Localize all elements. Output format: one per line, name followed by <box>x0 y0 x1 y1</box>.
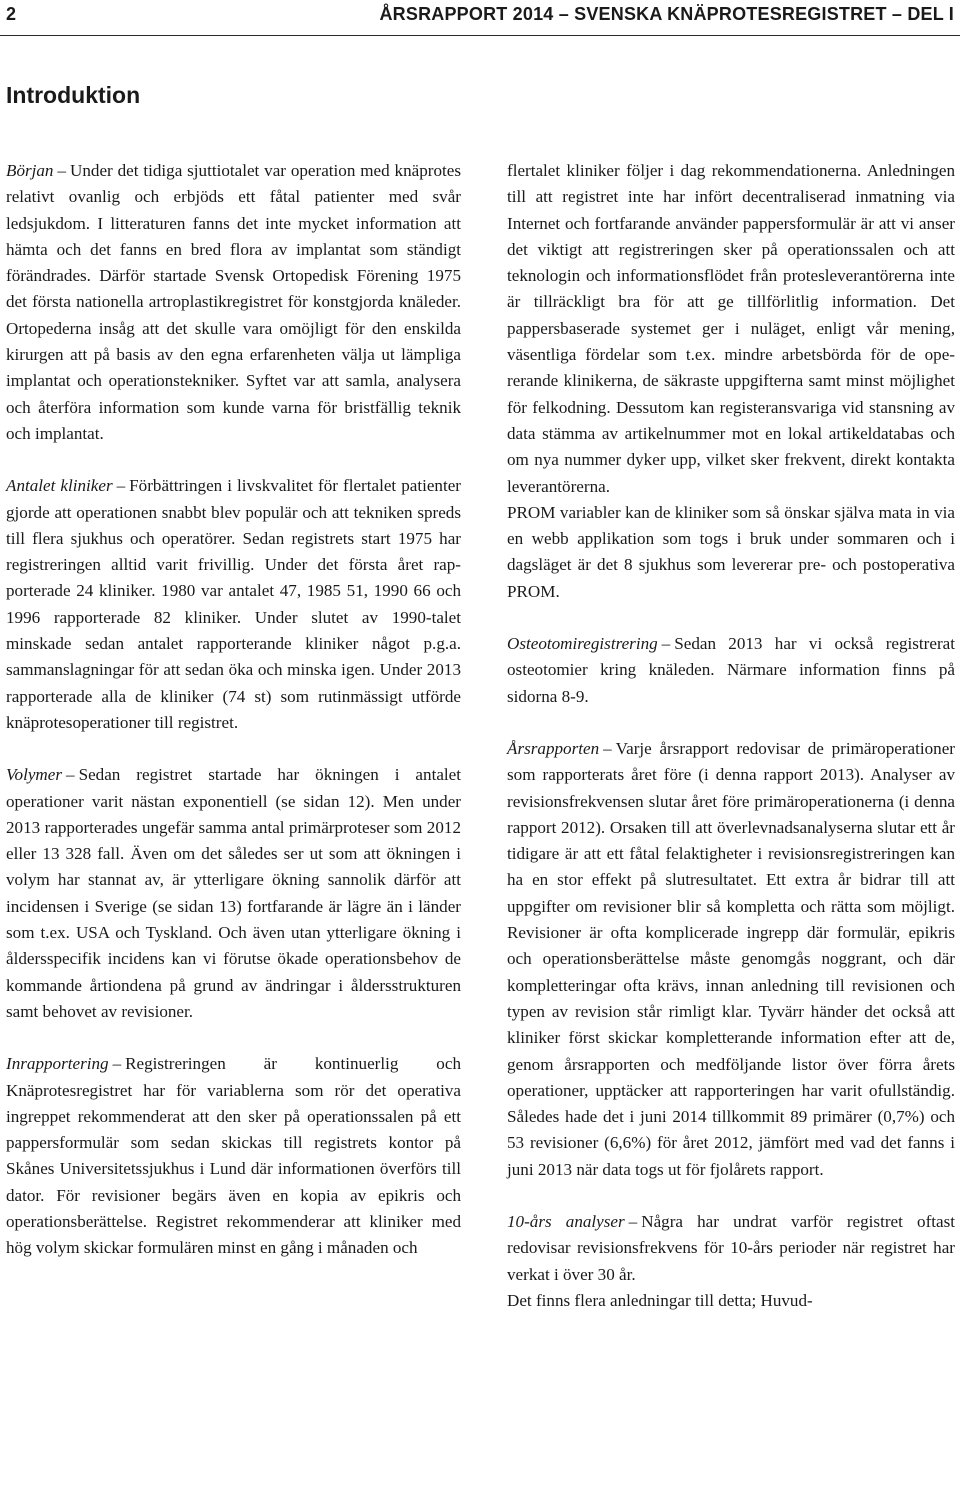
header-rule <box>0 35 960 36</box>
running-title: ÅRSRAPPORT 2014 – SVENSKA KNÄPROTESREGISTRET – DEL I <box>379 4 954 24</box>
paragraph-body: Sedan 2013 har vi också registrerat osteotomier kring knäleden. Närmare information finns på sidorna 8-9. <box>507 634 955 706</box>
paragraph-prom: PROM variabler kan de kliniker som så önskar själva mata in via en webb applikation som togs i bruk under sommaren och i dagsläget är det 8 sjukhus som levererar pre- och postoperativa PROM. <box>507 502 955 601</box>
paragraph-osteotomiregistrering: Osteotomiregistrering – Sedan 2013 har vi också registrerat osteotomier kring knäleden. Närmare information finns på sidorna 8-9. <box>507 634 955 706</box>
paragraph-lead: Volymer <box>6 765 63 785</box>
paragraph-body: Sedan registret startade har ökningen i antalet operationer varit nästan exponentiell (se sidan 12). Men under 2013 rapporterades ungefär samma antal primärproteser som 2012 eller 13 328 fall. Även om det således ser ut som att ökningen i volym har stannat av, är ytterligare ökning sannolik därför att incidensen i Sverige (se sidan 13) fortfarande är lägre än i länder som t.ex. USA och Tyskland. Och även utan ytterligare ökning i åldersspecifik incidens kan vi förutse ökade operationsbehov de kommande årtiondena på grund av ändringar i åldersstrukturen samt behovet av revisioner. <box>6 765 461 1021</box>
paragraph-inrapportering: Inrapportering – Registreringen är kontinuerlig och Knäprotesregistret har för variablerna som rör det operativa ingreppet rekommenderat att den sker på operationssalen på ett pappersformulär som sedan skickas till registrets kontor på Skånes Universitetssjukhus i Lund där informationen överförs till dator. För revisioner begärs även en kopia av epikris och operationsberättelse. Registret rekommenderar att kliniker med hög volym skickar formulären minst en gång i månaden och <box>6 1054 461 1258</box>
paragraph-lead: Inrapportering <box>6 1054 109 1074</box>
paragraph-lead: 10-års analyser <box>507 1211 625 1231</box>
paragraph-borjan: Början – Under det tidiga sjuttiotalet var operation med knäprotes relativt ovanlig och erbjöds ett fåtal patienter med svår ledsjukdom. I litteraturen fanns det inte mycket information att hämta och det fanns en bred flora av implantat som ständigt förändrades. Därför startade Svensk Ortopedisk Förening 1975 det första nationella artroplastikregistret för konstgjorda knäleder. Ortopederna insåg att det skulle vara omöjligt för den enskilda kirurgen att på basis av den egna erfarenheten välja ut lämpliga implantat och operationstekniker. Syftet var att samla, analysera och återföra information som kunde varna för bristfällig teknik och implantat. <box>6 161 461 443</box>
paragraph-body: Några har undrat varför registret oftast redovisar revisionsfrekvens för 10-års perioder när registret har verkat i över 30 år. <box>507 1211 955 1284</box>
paragraph-10-ars-analyser: 10-års analyser – Några har undrat varför registret oftast redovisar revisionsfrekvens för 10-års perioder när registret har verkat i över 30 år. <box>507 1211 955 1284</box>
paragraph-continuation: flertalet kliniker följer i dag rekommendationerna. Anledningen till att registret inte har infört decentraliserad inmatning via Internet och fortfarande använder pappersformulär är att vi anser det viktigt att registreringen sker på operationssalen och att teknologin och informationsflödet från protesleverantörerna inte är tillräckligt bra för att ge tillförlitlig information. Det pappersbaserade systemet ger i nuläget, enligt vår mening, väsentliga fördelar som t.ex. mindre arbetsbörda för de opererande klinikerna, de säkraste uppgifterna samt minst möjlighet för felkodning. Dessutom kan registeransvariga vid stansning av data stämma av artikelnummer mot en lokal artikeldatabas och om nya nummer dyker upp, vilket sker frekvent, direkt kontakta leverantörerna. <box>507 161 955 496</box>
left-column <box>6 158 461 1262</box>
right-column <box>507 158 955 1314</box>
paragraph-body: Varje årsrapport redovisar de primäroperationer som rapporterats året före (i denna rapport 2013). Analyser av revisionsfrekvensen slutar året före primäroperationerna (i denna rapport 2012). Orsaken till att överlevnadsanalyserna slutar ett år tidigare är att ett fåtal felaktigheter i revisionsregistreringen kan ha en stor effekt på slutresultatet. Ett extra år bidrar till att uppgifter om revisioner blir så kompletta och rätta som möjligt. Revisioner är ofta komplicerade ingrepp där formulär, epikris och operationsberättelse måste genomgås noggrant, och där kompletteringar ofta krävs, innan anledning till revisionen och typen av revision står rimligt klar. Tyvärr händer det också att kliniker först skickar kompletterande information efter att de, genom årsrapporten och medföljande listor över förra årets operationer, upptäcker att rapporteringen har varit ofullständig. Således hade det i juni 2014 tillkommit 89 primärer (0,7%) och 53 revisioner (6,6%) för året 2012, jämfört med vad det fanns i juni 2013 när data togs ut för fjolårets rapport. <box>507 738 955 1179</box>
page-number: 2 <box>6 4 17 24</box>
paragraph-arsrapporten: Årsrapporten – Varje årsrapport redovisar de primäroperationer som rapporterats året före (i denna rapport 2013). Analyser av revisionsfrekvensen slutar året före primäroperationerna (i denna rapport 2012). Orsaken till att överlevnadsanalyserna slutar ett år tidigare är att ett fåtal felaktigheter i revisionsregistreringen kan ha en stor effekt på slutresultatet. Ett extra år bidrar till att uppgifter om revisioner blir så kompletta och rätta som möjligt. Revisioner är ofta komplicerade ingrepp där formulär, epikris och operationsberättelse måste genomgås noggrant, och där kompletteringar ofta krävs, innan anledning till revisionen och typen av revision står rimligt klar. Tyvärr händer det också att kliniker först skickar kompletterande information efter att de, genom årsrapporten och medföljande listor över förra årets operationer, upptäcker att rapporteringen har varit ofullständig. Således hade det i juni 2014 tillkommit 89 primärer (0,7%) och 53 revisioner (6,6%) för året 2012, jämfört med vad det fanns i juni 2013 när data togs ut för fjolårets rapport. <box>507 738 955 1179</box>
paragraph-lead: Osteotomiregistrering <box>507 634 658 654</box>
paragraph-antalet-kliniker: Antalet kliniker – Förbättringen i livskvalitet för flertalet patienter gjorde att operationen snabbt blev populär och att tekniken spreds till flera sjukhus och operatörer. Sedan registrets start 1975 har registreringen alltid varit frivillig. Under det första året rapporterade 24 kliniker. 1980 var antalet 47, 1985 51, 1990 66 och 1996 rapporterade 82 kliniker. Under slutet av 1990-talet minskade sedan antalet rapporterande kliniker något p.g.a. sammanslagningar för att sedan öka och minska igen. Under 2013 rapporterade alla de kliniker (74 st) som rutinmässigt utförde knäprotesoperationer till registret. <box>6 476 461 732</box>
section-title: Introduktion <box>6 82 141 108</box>
paragraph-last-line: Det finns flera anledningar till detta; Huvud- <box>507 1290 813 1310</box>
paragraph-body: Registreringen är kontinuerlig och Knäprotesregistret har för variablerna som rör det operativa ingreppet rekommenderat att den sker på operationssalen på ett pappersformulär som sedan skickas till registrets kontor på Skånes Universitetssjukhus i Lund där informationen överförs till dator. För revisioner begärs även en kopia av epikris och operationsberättelse. Registret rekommenderar att kliniker med hög volym skickar formulären minst en gång i månaden och <box>6 1054 461 1258</box>
paragraph-body: Förbättringen i livskvalitet för flertalet patienter gjorde att operationen snabbt blev populär och att tekniken spreds till flera sjukhus och operatörer. Sedan registrets start 1975 har registreringen alltid varit frivillig. Under det första året rapporterade 24 kliniker. 1980 var antalet 47, 1985 51, 1990 66 och 1996 rapporterade 82 kliniker. Under slutet av 1990-talet minskade sedan antalet rapporterande kliniker något p.g.a. sammanslagningar för att sedan öka och minska igen. Under 2013 rapporterade alla de kliniker (74 st) som rutinmässigt utförde knäprotesoperationer till registret. <box>6 476 461 732</box>
paragraph-lead: Årsrapporten <box>507 738 600 758</box>
paragraph-volymer: Volymer – Sedan registret startade har ökningen i antalet operationer varit nästan exponentiell (se sidan 12). Men under 2013 rapporterades ungefär samma antal primärproteser som 2012 eller 13 328 fall. Även om det således ser ut som att ökningen i volym har stannat av, är ytterligare ökning sannolik därför att incidensen i Sverige (se sidan 13) fortfarande är lägre än i länder som t.ex. USA och Tyskland. Och även utan ytterligare ökning i åldersspecifik incidens kan vi förutse ökade operationsbehov de kommande årtiondena på grund av ändringar i åldersstrukturen samt behovet av revisioner. <box>6 765 461 1021</box>
page-header <box>0 0 960 36</box>
paragraph-lead: Antalet kliniker <box>6 476 113 496</box>
paragraph-body: Under det tidiga sjuttiotalet var operation med knäprotes relativt ovanlig och erbjöds ett fåtal patienter med svår ledsjukdom. I litteraturen fanns det inte mycket information att hämta och det fanns en bred flora av implantat som ständigt förändrades. Därför startade Svensk Ortopedisk Förening 1975 det första nationella artroplastikregistret för konstgjorda knäleder. Ortopederna insåg att det skulle vara omöjligt för den enskilda kirurgen att på basis av den egna erfarenheten välja ut lämpliga implantat och operationstekniker. Syftet var att samla, analysera och återföra information som kunde varna för bristfällig teknik och implantat. <box>6 161 461 443</box>
paragraph-lead: Början <box>6 161 54 180</box>
